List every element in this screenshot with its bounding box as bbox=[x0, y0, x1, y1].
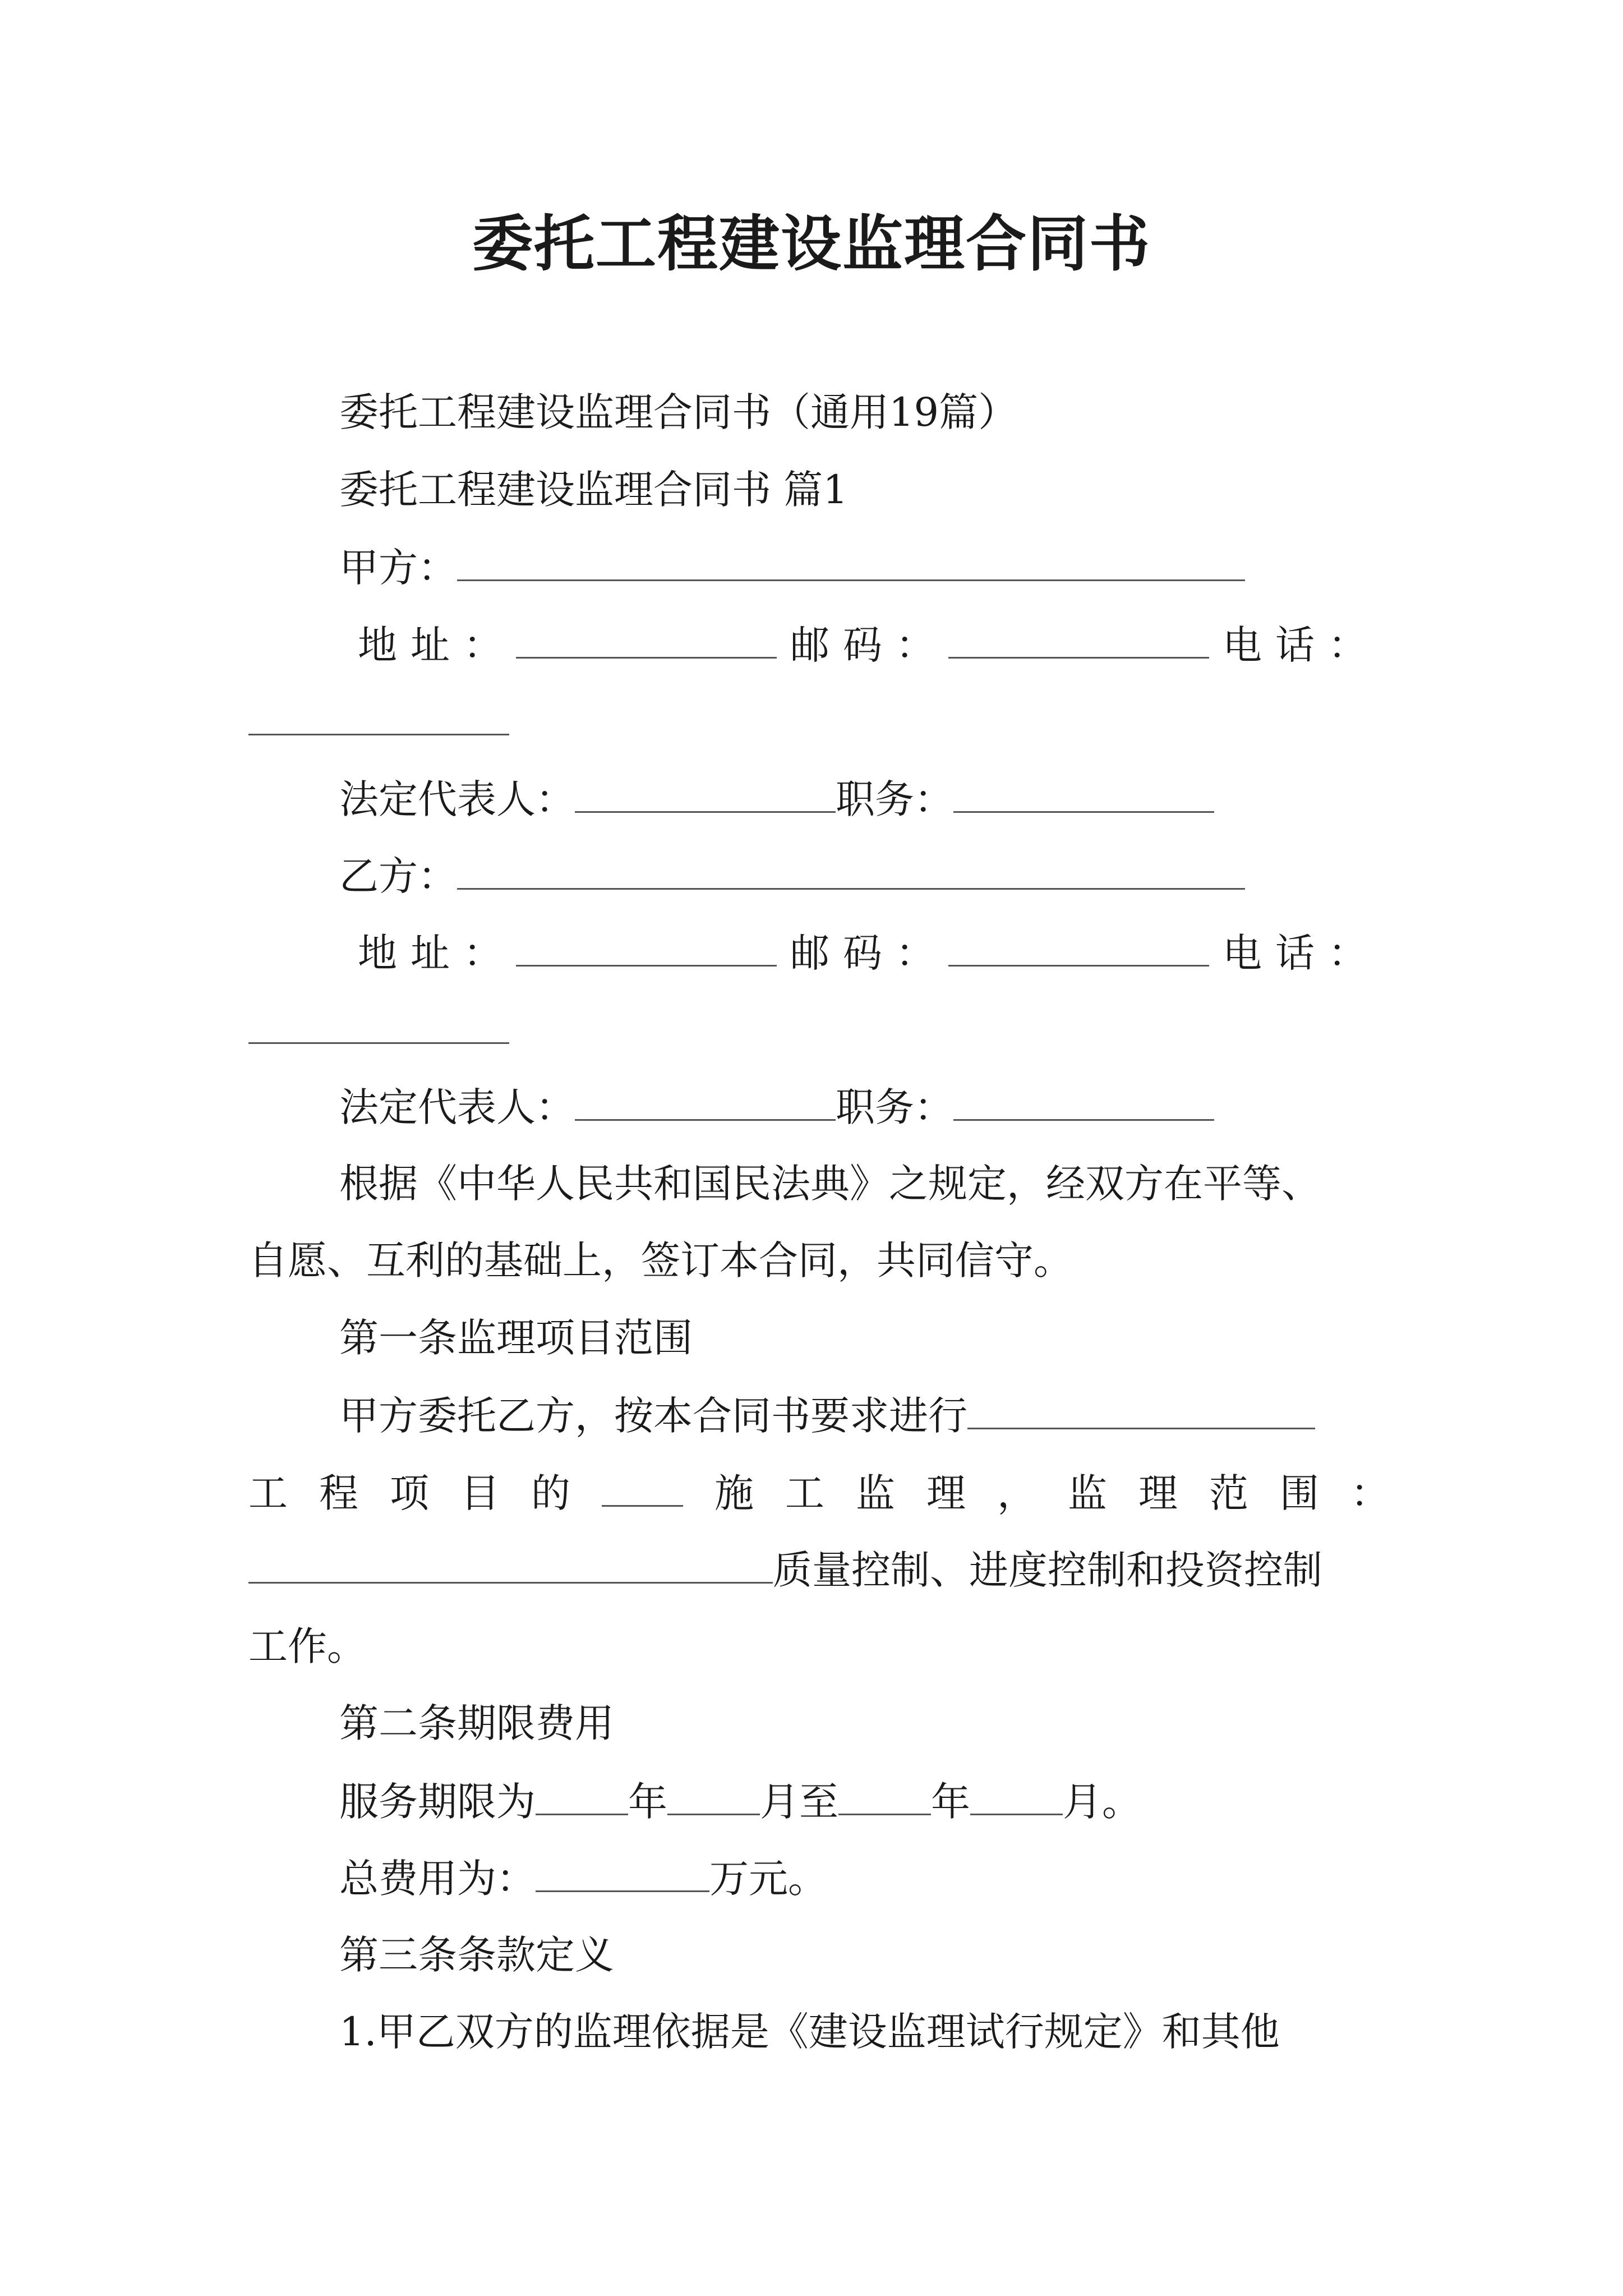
end-month-blank bbox=[970, 1775, 1063, 1815]
service-period-prefix: 服务期限为 bbox=[339, 1779, 536, 1825]
a1-char-1: 工 bbox=[248, 1470, 288, 1516]
intro-line-2: 自愿、互利的基础上，签订本合同，共同信守。 bbox=[248, 1237, 1073, 1283]
total-fee-prefix: 总费用为： bbox=[339, 1856, 536, 1902]
total-fee-blank bbox=[536, 1852, 709, 1892]
position-label: 职务： bbox=[836, 776, 953, 822]
scope-blank bbox=[248, 1544, 773, 1584]
a1-char-11: 监 bbox=[1068, 1470, 1107, 1516]
article-1-line-2 bbox=[248, 1467, 1390, 1519]
a1-char-12: 理 bbox=[1138, 1470, 1178, 1516]
address-char-1: 地 bbox=[358, 622, 397, 668]
phone-char-1: 电 bbox=[1223, 930, 1262, 976]
article-1-line-1 bbox=[339, 1389, 1315, 1441]
intro-line-1: 根据《中华人民共和国民法典》之规定，经双方在平等、 bbox=[339, 1161, 1321, 1207]
phone-char-3: ： bbox=[1328, 622, 1367, 668]
address-char-2: 址 bbox=[411, 622, 450, 668]
stage-blank bbox=[602, 1467, 683, 1507]
end-year-blank bbox=[838, 1775, 931, 1815]
service-period-row bbox=[339, 1775, 1141, 1827]
postcode-char-3: ： bbox=[896, 622, 935, 668]
party-b-phone-blank bbox=[248, 1004, 509, 1044]
article-1-title: 第一条监理项目范围 bbox=[339, 1315, 693, 1361]
legal-rep-label: 法定代表人： bbox=[339, 776, 575, 822]
total-fee-row bbox=[339, 1852, 827, 1904]
article-3-title: 第三条条款定义 bbox=[339, 1932, 614, 1978]
a1-char-6: 施 bbox=[714, 1470, 754, 1516]
article-1-line-3-text: 质量控制、进度控制和投资控制 bbox=[773, 1547, 1322, 1593]
party-a-position-blank bbox=[953, 773, 1214, 813]
a1-char-15: ： bbox=[1350, 1470, 1390, 1516]
party-a-rep-blank bbox=[575, 773, 836, 813]
party-b-row bbox=[339, 850, 1245, 901]
month-end-label: 月。 bbox=[1063, 1779, 1141, 1825]
party-a-row bbox=[339, 541, 1245, 593]
party-b-rep-blank bbox=[575, 1081, 836, 1121]
legal-rep-label: 法定代表人： bbox=[339, 1084, 575, 1130]
postcode-char-3: ： bbox=[896, 930, 935, 976]
start-year-blank bbox=[536, 1775, 628, 1815]
party-b-phone-row bbox=[248, 1004, 509, 1056]
address-char-3: ： bbox=[463, 930, 502, 976]
year-label-1: 年 bbox=[628, 1779, 667, 1825]
a1-char-14: 围 bbox=[1280, 1470, 1319, 1516]
article-1-line-4: 工作。 bbox=[248, 1623, 366, 1669]
party-b-label: 乙方： bbox=[339, 853, 457, 899]
a1-char-7: 工 bbox=[785, 1470, 824, 1516]
party-a-rep-row bbox=[339, 773, 1214, 825]
party-a-contact-row bbox=[358, 619, 1367, 670]
party-b-address-blank bbox=[516, 927, 777, 967]
party-a-address-blank bbox=[516, 619, 777, 659]
a1-char-5: 的 bbox=[531, 1470, 570, 1516]
phone-char-1: 电 bbox=[1223, 622, 1262, 668]
a1-char-9: 理 bbox=[926, 1470, 966, 1516]
start-month-blank bbox=[667, 1775, 760, 1815]
a1-char-4: 目 bbox=[460, 1470, 500, 1516]
year-label-2: 年 bbox=[931, 1779, 970, 1825]
a1-char-8: 监 bbox=[856, 1470, 895, 1516]
postcode-char-2: 码 bbox=[843, 930, 882, 976]
a1-char-13: 范 bbox=[1209, 1470, 1248, 1516]
postcode-char-1: 邮 bbox=[790, 622, 829, 668]
party-a-phone-blank bbox=[248, 696, 509, 735]
a1-char-3: 项 bbox=[390, 1470, 429, 1516]
party-b-blank bbox=[457, 850, 1245, 890]
to-label: 月至 bbox=[760, 1779, 838, 1825]
party-b-position-blank bbox=[953, 1081, 1214, 1121]
article-1-line-1-text: 甲方委托乙方，按本合同书要求进行 bbox=[339, 1393, 967, 1439]
postcode-char-1: 邮 bbox=[790, 930, 829, 976]
phone-char-2: 话 bbox=[1275, 930, 1315, 976]
address-char-2: 址 bbox=[411, 930, 450, 976]
party-b-postcode-blank bbox=[948, 927, 1209, 967]
party-a-blank bbox=[457, 541, 1245, 581]
party-b-rep-row bbox=[339, 1081, 1214, 1133]
article-1-line-3 bbox=[248, 1544, 1322, 1595]
address-char-3: ： bbox=[463, 622, 502, 668]
part-heading: 委托工程建设监理合同书 篇1 bbox=[339, 467, 848, 513]
position-label: 职务： bbox=[836, 1084, 953, 1130]
phone-char-3: ： bbox=[1328, 930, 1367, 976]
party-a-postcode-blank bbox=[948, 619, 1209, 659]
phone-char-2: 话 bbox=[1275, 622, 1315, 668]
party-a-phone-row bbox=[248, 696, 509, 747]
document-title: 委托工程建设监理合同书 bbox=[472, 209, 1151, 279]
document-subtitle: 委托工程建设监理合同书（通用19篇） bbox=[339, 389, 1018, 435]
total-fee-suffix: 万元。 bbox=[709, 1856, 827, 1902]
postcode-char-2: 码 bbox=[843, 622, 882, 668]
address-char-1: 地 bbox=[358, 930, 397, 976]
article-2-title: 第二条期限费用 bbox=[339, 1700, 614, 1746]
clause-1-line-1: 1.甲乙双方的监理依据是《建设监理试行规定》和其他 bbox=[339, 2009, 1280, 2055]
party-a-label: 甲方： bbox=[339, 545, 457, 591]
a1-char-2: 程 bbox=[319, 1470, 358, 1516]
project-name-blank bbox=[967, 1389, 1315, 1429]
party-b-contact-row bbox=[358, 927, 1367, 978]
a1-char-10: ， bbox=[997, 1470, 1036, 1516]
